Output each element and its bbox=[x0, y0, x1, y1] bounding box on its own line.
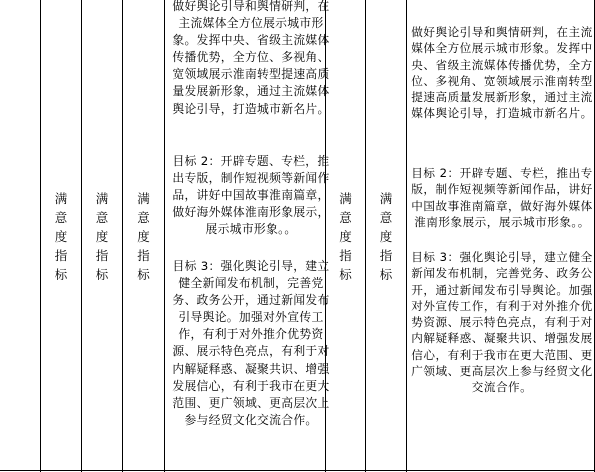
column-divider bbox=[406, 0, 407, 472]
indicator-label: 满意度指标 bbox=[95, 190, 109, 282]
target-paragraph: 做好舆论引导和舆情研判，在主流媒体全方位展示城市形象。发挥中央、省级主流媒体传播优势，全方位、多视角、宽领域展示淮南转型提速高质量发展新形象，通过主流媒体舆论引导，打造城市新名片。 bbox=[411, 25, 593, 121]
target-paragraph: 目标 3：强化舆论引导，建立健全新闻发布机制，完善党务、政务公开，通过新闻发布引导舆论。加强对外宣传工作，有利于对外推介优势资源、展示特色亮点，有利于对内解疑释惑、凝聚共识、增强发展信心，有利于我市在更大范围、更广领域、更高层次上参与经贸文化交流合作。 bbox=[172, 259, 330, 427]
indicator-label-cell bbox=[366, 0, 406, 472]
target-paragraph: 目标 2：开辟专题、专栏，推出专版，制作短视频等新闻作品，讲好中国故事淮南篇章，做好海外媒体淮南形象展示，展示城市形象。。 bbox=[411, 166, 593, 229]
indicator-label-cell bbox=[326, 0, 365, 472]
indicator-label-cell bbox=[41, 0, 81, 472]
column-divider bbox=[164, 0, 165, 472]
target-paragraph: 目标 2：开辟专题、专栏，推出专版，制作短视频等新闻作品，讲好中国故事淮南篇章，做好海外媒体淮南形象展示，展示城市形象。。 bbox=[172, 154, 330, 237]
indicator-label: 满意度指标 bbox=[339, 190, 352, 282]
indicator-label: 满意度指标 bbox=[54, 190, 68, 282]
indicator-label-cell bbox=[123, 0, 164, 472]
indicator-label: 满意度指标 bbox=[379, 190, 393, 282]
indicator-label: 满意度指标 bbox=[137, 190, 150, 282]
target-paragraph: 目标 3：强化舆论引导，建立健全新闻发布机制，完善党务、政务公开，通过新闻发布引导舆论。加强对外宣传工作，有利于对外推介优势资源、展示特色亮点，有利于对内解疑释惑、凝聚共识、增强发展信心，有利于我市在更大范围、更广领域、更高层次上参与经贸文化交流合作。 bbox=[411, 250, 593, 395]
indicator-label-cell bbox=[82, 0, 122, 472]
target-paragraph: 做好舆论引导和舆情研判，在主流媒体全方位展示城市形象。发挥中央、省级主流媒体传播优势，全方位、多视角、宽领域展示淮南转型提速高质量发展新形象，通过主流媒体舆论引导，打造城市新名片。 bbox=[172, 0, 330, 116]
